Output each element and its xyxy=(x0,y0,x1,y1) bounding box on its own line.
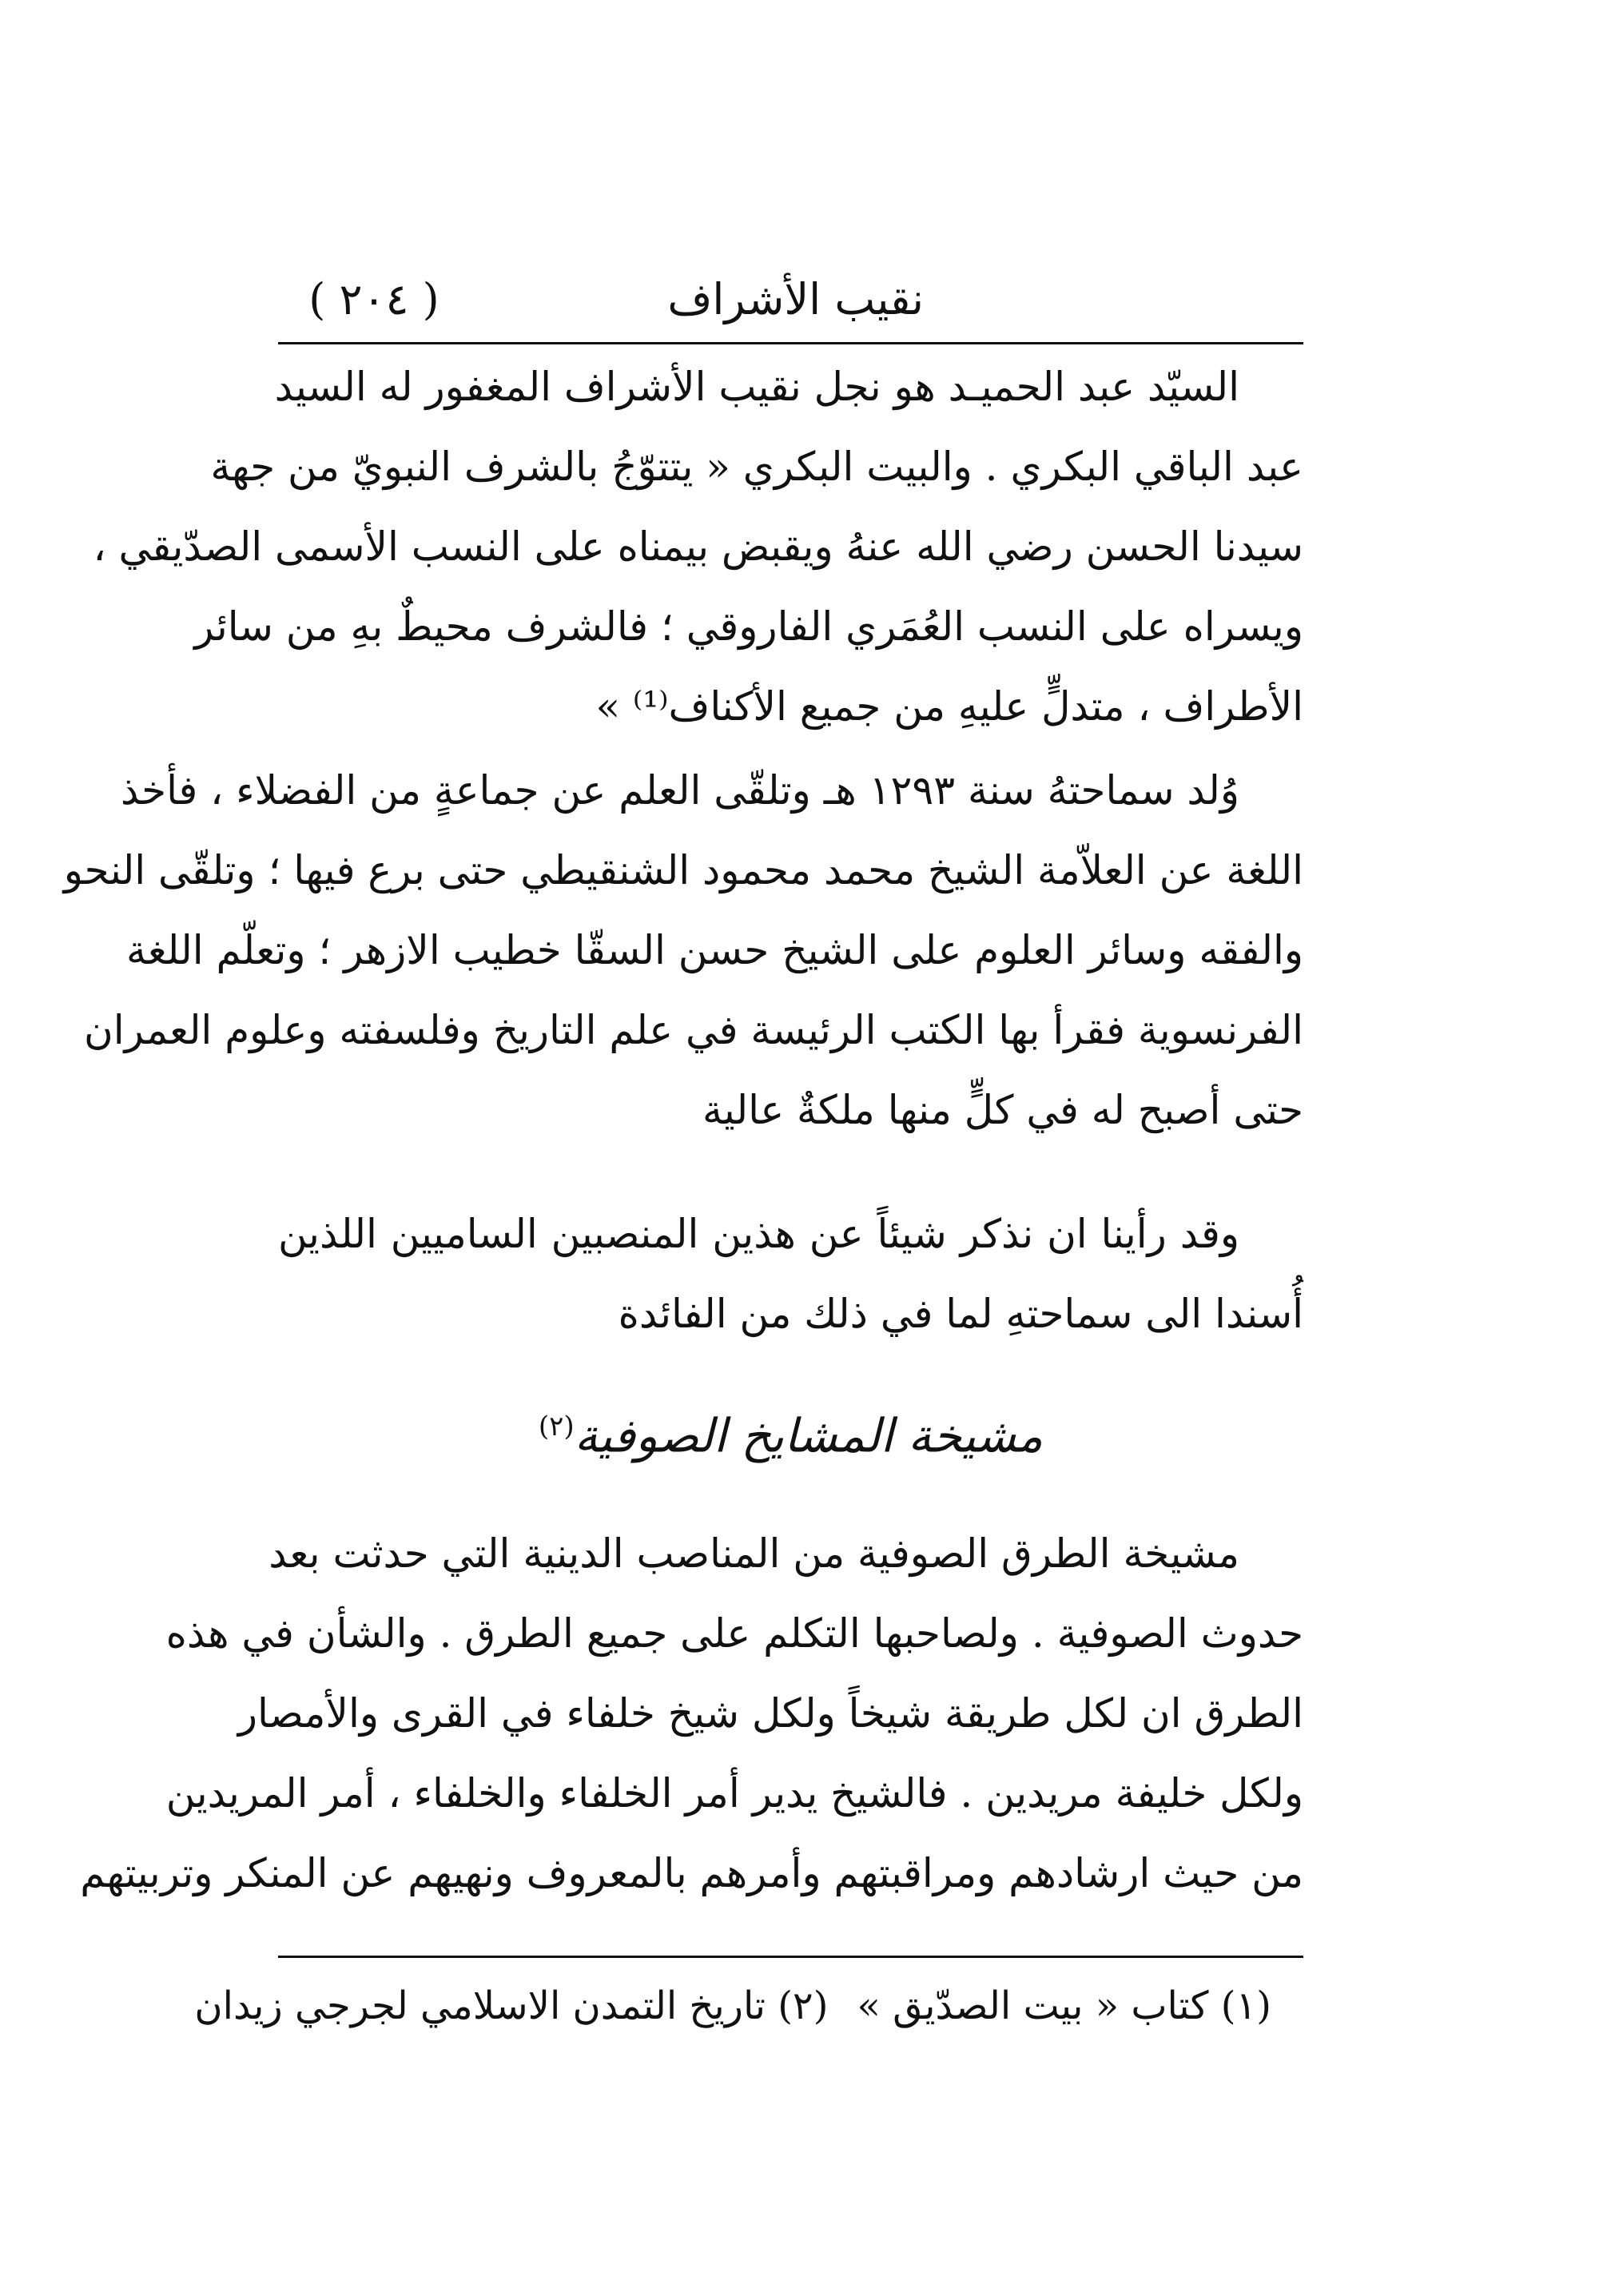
text-line: حدوث الصوفية . ولصاحبها التكلم على جميع الطرق . والشأن في هذه xyxy=(165,1610,1303,1657)
running-title: نقيب الأشراف xyxy=(667,274,924,324)
text-line: عبد الباقي البكري . والبيت البكري « يتتوّجُ بالشرف النبويّ من جهة xyxy=(210,444,1303,490)
page-header xyxy=(278,264,1303,336)
text-line: ولكل خليفة مريدين . فالشيخ يدير أمر الخلفاء والخلفاء ، أمر المريدين xyxy=(165,1770,1303,1817)
footnote-marker: (٢) xyxy=(538,1411,575,1442)
footnote-rule xyxy=(278,1956,1303,1958)
text-line: الفرنسوية فقرأ بها الكتب الرئيسة في علم التاريخ وفلسفته وعلوم العمران xyxy=(83,1007,1303,1053)
section-heading-text: مشيخة المشايخ الصوفية xyxy=(574,1408,1044,1463)
text-line: اللغة عن العلاّمة الشيخ محمد محمود الشنقيطي حتى برع فيها ؛ وتلقّى النحو xyxy=(63,847,1303,893)
text-line: الأطراف ، متدلٍّ عليهِ من جميع الأكناف⁽¹⁾ » xyxy=(595,683,1303,730)
text-line: السيّد عبد الحميـد هو نجل نقيب الأشراف المغفور له السيد xyxy=(274,364,1239,410)
text-line: من حيث ارشادهم ومراقبتهم وأمرهم بالمعروف ونهيهم عن المنكر وتربيتهم xyxy=(80,1850,1303,1896)
footnotes xyxy=(194,1970,1303,2042)
text-line: والفقه وسائر العلوم على الشيخ حسن السقّا خطيب الازهر ؛ وتعلّم اللغة xyxy=(126,927,1303,973)
header-rule xyxy=(278,342,1303,344)
text-line: أُسندا الى سماحتهِ لما في ذلك من الفائدة xyxy=(618,1291,1303,1337)
text-line: وُلد سماحتهُ سنة ١٢٩٣ هـ وتلقّى العلم عن جماعةٍ من الفضلاء ، فأخذ xyxy=(120,767,1239,814)
text-line: مشيخة الطرق الصوفية من المناصب الدينية التي حدثت بعد xyxy=(268,1530,1239,1577)
footnote-1: (١) كتاب « بيت الصدّيق » xyxy=(857,1984,1271,2028)
section-heading xyxy=(278,1383,1303,1470)
text-line: سيدنا الحسن رضي الله عنهُ ويقبض بيمناه على النسب الأسمى الصدّيقي ، xyxy=(93,523,1303,570)
text-line: الطرق ان لكل طريقة شيخاً ولكل شيخ خلفاء في القرى والأمصار xyxy=(237,1690,1303,1737)
footnote-2: (٢) تاريخ التمدن الاسلامي لجرجي زيدان xyxy=(194,1984,829,2028)
text-line: وقد رأينا ان نذكر شيئاً عن هذين المنصبين الساميين اللذين xyxy=(278,1211,1239,1257)
text-line: حتى أصبح له في كلٍّ منها ملكةٌ عالية xyxy=(702,1087,1303,1133)
page-number: ( ٢٠٤ ) xyxy=(308,274,440,324)
text-line: ويسراه على النسب العُمَري الفاروقي ؛ فالشرف محيطٌ بهِ من سائر xyxy=(194,603,1303,650)
